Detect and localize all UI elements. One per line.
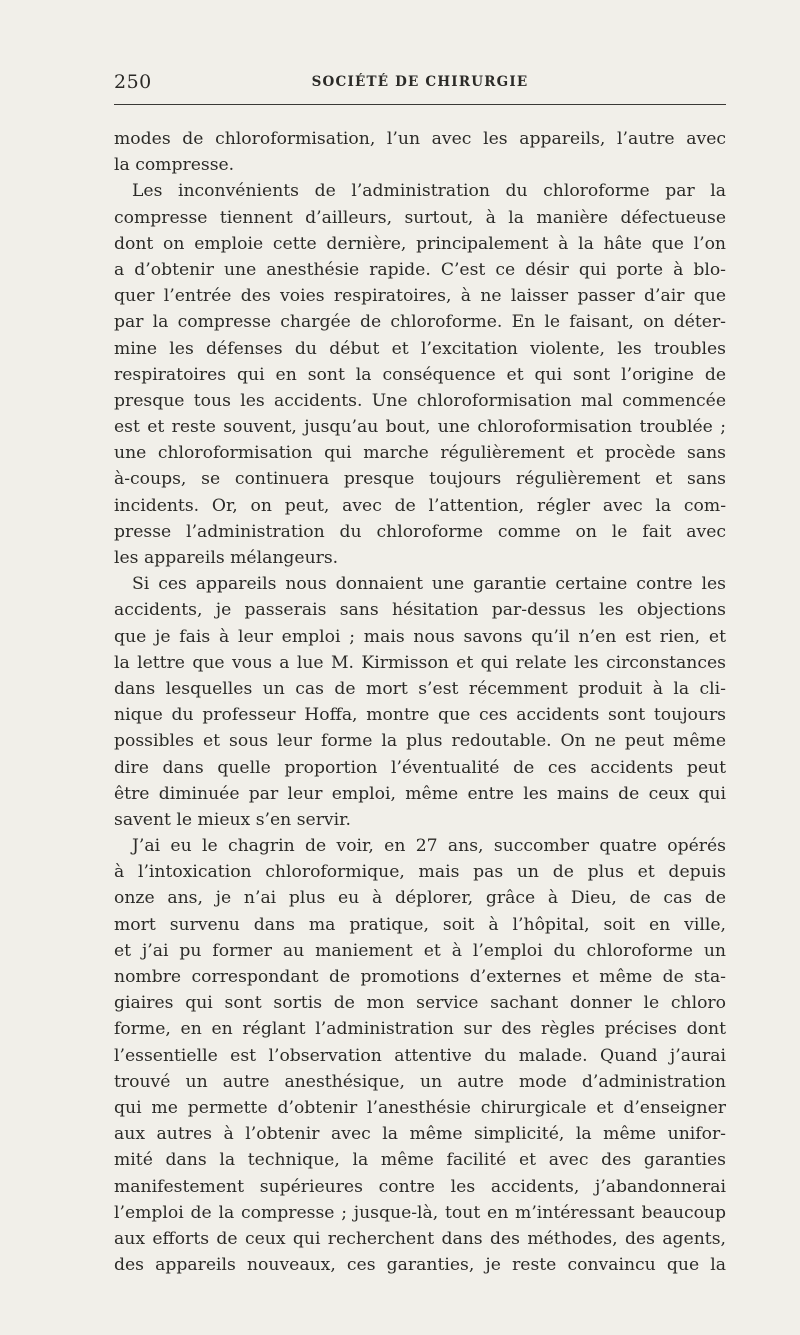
text-line: compresse tiennent d’ailleurs, surtout, à la manière défectueuse bbox=[114, 207, 726, 228]
text-line: Si ces appareils nous donnaient une garantie certaine contre les bbox=[132, 574, 726, 595]
text-line: dont on emploie cette dernière, principalement à la hâte que l’on bbox=[114, 233, 726, 254]
header-rule bbox=[114, 104, 726, 105]
text-line: une chloroformisation qui marche régulièrement et procède sans bbox=[114, 443, 726, 464]
text-line: par la compresse chargée de chloroforme. En le faisant, on déter- bbox=[114, 312, 726, 333]
text-line: presse l’administration du chloroforme comme on le fait avec bbox=[114, 521, 726, 542]
text-line: dans lesquelles un cas de mort s’est récemment produit à la cli- bbox=[114, 678, 726, 699]
text-line: onze ans, je n’ai plus eu à déplorer, grâce à Dieu, de cas de bbox=[114, 888, 726, 909]
text-line: aux efforts de ceux qui recherchent dans des méthodes, des agents, bbox=[114, 1228, 726, 1249]
text-line: presque tous les accidents. Une chloroformisation mal commencée bbox=[114, 390, 726, 411]
text-line: la lettre que vous a lue M. Kirmisson et qui relate les circonstances bbox=[114, 652, 726, 673]
text-line: des appareils nouveaux, ces garanties, je reste convaincu que la bbox=[114, 1255, 726, 1276]
text-line: quer l’entrée des voies respiratoires, à ne laisser passer d’air que bbox=[114, 286, 726, 307]
text-line: et j’ai pu former au maniement et à l’emploi du chloroforme un bbox=[114, 940, 726, 961]
running-title: SOCIÉTÉ DE CHIRURGIE bbox=[311, 74, 529, 90]
text-line: mort survenu dans ma pratique, soit à l’hôpital, soit en ville, bbox=[114, 914, 726, 935]
text-line: qui me permette d’obtenir l’anesthésie chirurgicale et d’enseigner bbox=[114, 1097, 726, 1118]
text-line: trouvé un autre anesthésique, un autre mode d’administration bbox=[114, 1071, 726, 1092]
text-line: que je fais à leur emploi ; mais nous savons qu’il n’en est rien, et bbox=[114, 626, 726, 647]
text-line: à l’intoxication chloroformique, mais pas un de plus et depuis bbox=[114, 862, 726, 883]
text-line: accidents, je passerais sans hésitation par-dessus les objections bbox=[114, 600, 726, 621]
text-line: mine les défenses du début et l’excitation violente, les troubles bbox=[114, 338, 726, 359]
text-line: forme, en en réglant l’administration sur des règles précises dont bbox=[114, 1019, 726, 1040]
text-line: l’emploi de la compresse ; jusque-là, tout en m’intéressant beaucoup bbox=[114, 1202, 726, 1223]
text-line: modes de chloroformisation, l’un avec les appareils, l’autre avec bbox=[114, 129, 726, 149]
text-line: à-coups, se continuera presque toujours régulièrement et sans bbox=[114, 469, 726, 490]
text-line: l’essentielle est l’observation attentive du malade. Quand j’aurai bbox=[114, 1045, 726, 1066]
text-line: être diminuée par leur emploi, même entre les mains de ceux qui bbox=[114, 783, 726, 804]
text-line: respiratoires qui en sont la conséquence et qui sont l’origine de bbox=[114, 364, 726, 385]
text-line: les appareils mélangeurs. bbox=[114, 548, 339, 568]
text-line: nique du professeur Hoffa, montre que ces accidents sont toujours bbox=[114, 705, 726, 726]
text-line: Les inconvénients de l’administration du chloroforme par la bbox=[132, 181, 726, 202]
text-line: manifestement supérieures contre les accidents, j’abandonnerai bbox=[114, 1176, 726, 1197]
text-line: mité dans la technique, la même facilité et avec des garanties bbox=[114, 1150, 726, 1171]
text-line: nombre correspondant de promotions d’externes et même de sta- bbox=[114, 967, 726, 987]
page-number: 250 bbox=[114, 71, 152, 93]
text-line: giaires qui sont sortis de mon service sachant donner le chloro bbox=[114, 993, 726, 1014]
text-line: J’ai eu le chagrin de voir, en 27 ans, succomber quatre opérés bbox=[132, 836, 726, 857]
text-line: savent le mieux s’en servir. bbox=[114, 809, 351, 830]
text-line: aux autres à l’obtenir avec la même simplicité, la même unifor- bbox=[114, 1124, 726, 1145]
text-line: possibles et sous leur forme la plus redoutable. On ne peut même bbox=[114, 731, 726, 752]
text-line: est et reste souvent, jusqu’au bout, une chloroformisation troublée ; bbox=[114, 417, 726, 438]
text-line: la compresse. bbox=[114, 155, 235, 176]
text-line: a d’obtenir une anesthésie rapide. C’est ce désir qui porte à blo- bbox=[114, 259, 726, 280]
text-line: dire dans quelle proportion l’éventualité de ces accidents peut bbox=[114, 757, 726, 778]
body-text bbox=[114, 126, 726, 1278]
page-header bbox=[114, 70, 726, 94]
text-line: incidents. Or, on peut, avec de l’attention, régler avec la com- bbox=[114, 495, 726, 516]
